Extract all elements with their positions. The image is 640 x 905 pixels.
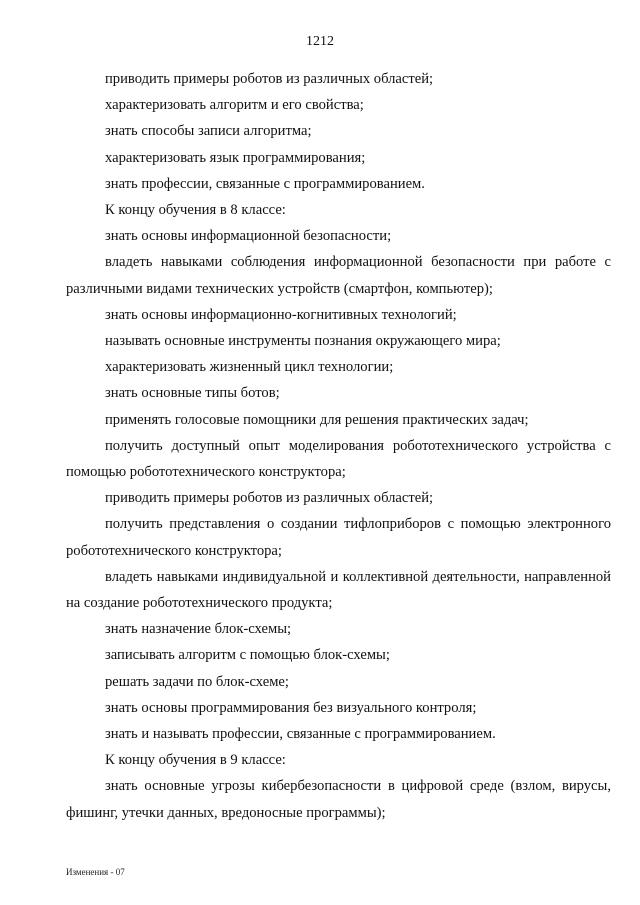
paragraph: получить представления о создании тифлоприборов с помощью электронного робототехнического конструктора; [66,516,611,559]
paragraph: знать основы информационно-когнитивных технологий; [105,306,457,323]
section-heading-grade-8: К концу обучения в 8 классе: [105,202,286,219]
paragraph: знать основы программирования без визуального контроля; [105,699,477,716]
paragraph: характеризовать жизненный цикл технологии; [105,359,394,376]
paragraph: приводить примеры роботов из различных областей; [105,490,434,507]
paragraph: знать и называть профессии, связанные с программированием. [105,726,496,743]
footer-revision-note: Изменения - 07 [66,867,125,877]
paragraph: знать профессии, связанные с программированием. [105,175,425,192]
document-body [66,66,611,826]
paragraph: знать назначение блок-схемы; [105,621,292,638]
paragraph: знать способы записи алгоритма; [105,123,312,140]
section-heading-grade-9: К концу обучения в 9 классе: [105,752,286,769]
paragraph: решать задачи по блок-схеме; [105,673,289,690]
paragraph: владеть навыками соблюдения информационной безопасности при работе с различными видами технических устройств (смартфон, компьютер); [66,254,611,297]
page-number: 1212 [306,34,334,49]
paragraph: применять голосовые помощники для решения практических задач; [105,411,529,428]
paragraph: записывать алгоритм с помощью блок-схемы; [105,647,390,664]
paragraph: знать основные угрозы кибербезопасности в цифровой среде (взлом, вирусы, фишинг, утечки данных, вредоносные программы); [66,778,611,821]
paragraph: знать основы информационной безопасности; [105,228,392,245]
paragraph: получить доступный опыт моделирования робототехнического устройства с помощью робототехнического конструктора; [66,437,611,481]
paragraph: характеризовать алгоритм и его свойства; [105,97,364,114]
paragraph: приводить примеры роботов из различных областей; [105,71,434,87]
paragraph: называть основные инструменты познания окружающего мира; [105,333,501,350]
paragraph: знать основные типы ботов; [105,385,280,402]
paragraph: характеризовать язык программирования; [105,149,366,166]
paragraph: владеть навыками индивидуальной и коллективной деятельности, направленной на создание робототехнического продукта; [66,568,611,612]
